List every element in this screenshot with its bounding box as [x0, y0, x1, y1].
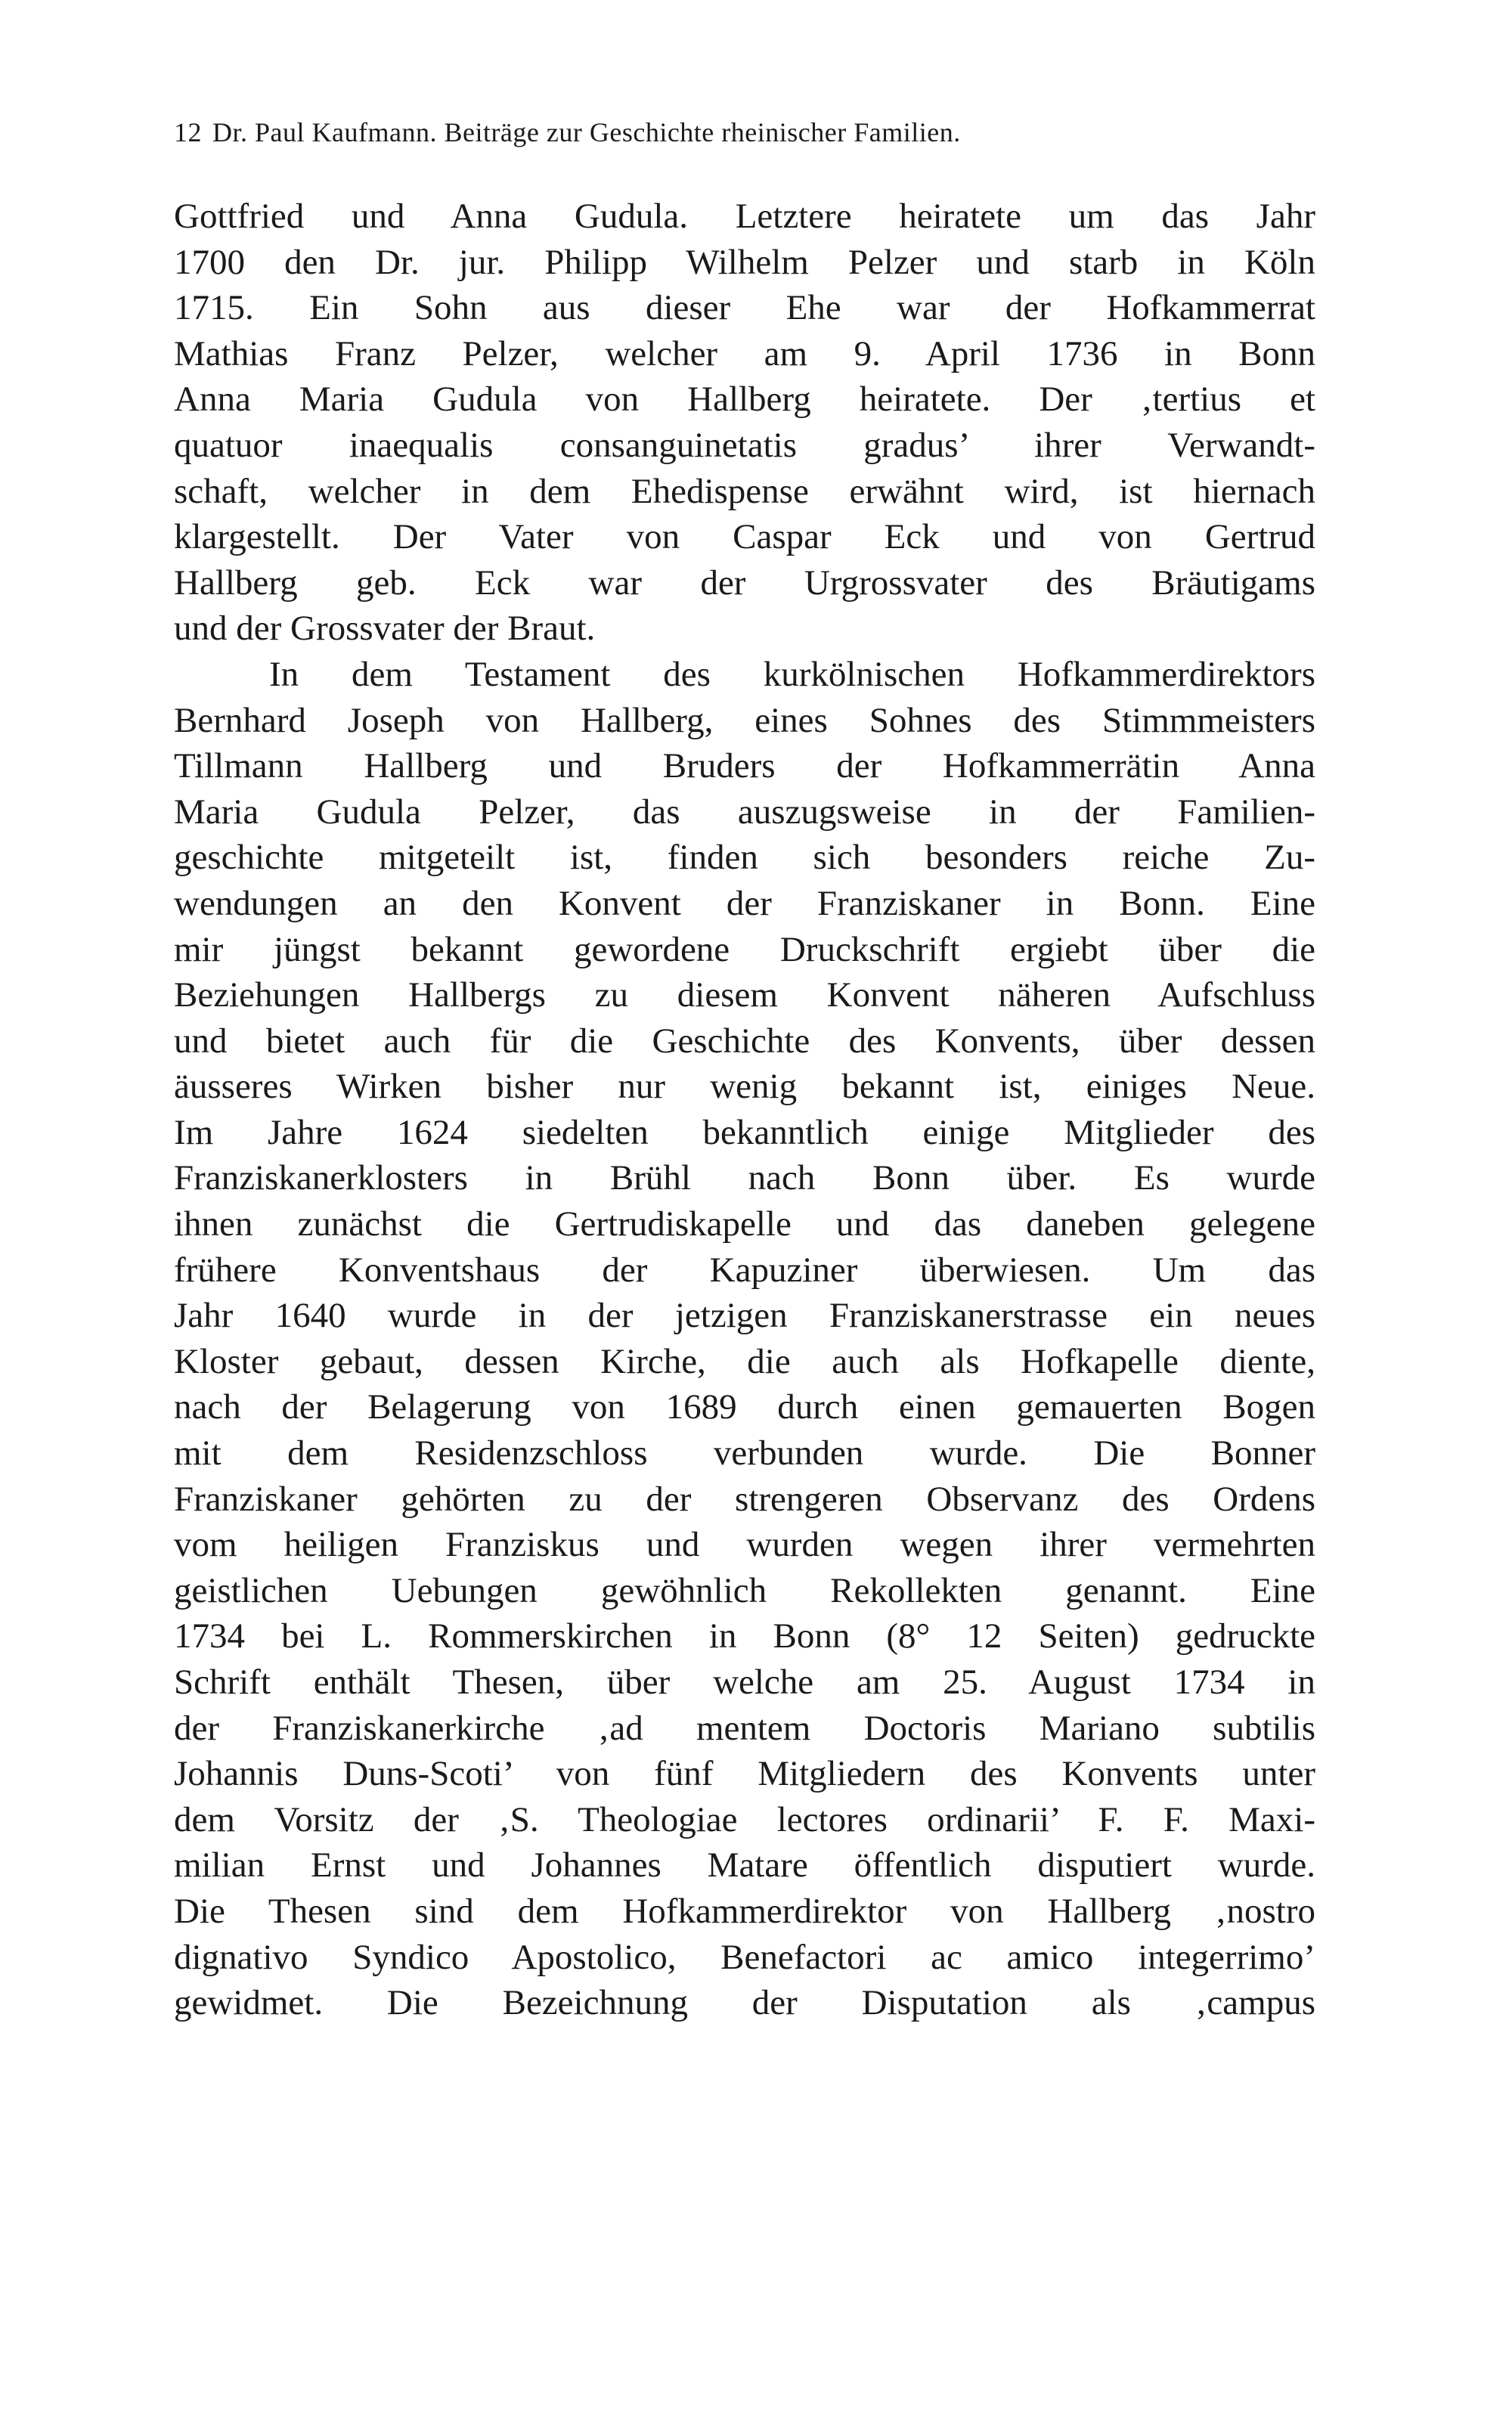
text-line: und der Grossvater der Braut. — [174, 609, 596, 649]
text-line: Hallberg geb. Eck war der Urgrossvater des Bräutigams — [174, 562, 1315, 603]
text-line: äusseres Wirken bisher nur wenig bekannt ist, einiges Neue. — [174, 1067, 1315, 1107]
text-line: gewidmet. Die Bezeichnung der Disputation als ‚campus — [174, 1983, 1315, 2023]
text-line: Schrift enthält Thesen, über welche am 25. August 1734 in — [174, 1663, 1315, 1702]
text-line: Bernhard Joseph von Hallberg, eines Sohnes des Stimmmeisters — [174, 700, 1315, 740]
text-line: der Franziskanerkirche ‚ad mentem Doctoris Mariano subtilis — [174, 1708, 1315, 1748]
text-line: mit dem Residenzschloss verbunden wurde. Die Bonner — [174, 1433, 1315, 1474]
text-line: Maria Gudula Pelzer, das auszugsweise in der Familien- — [174, 792, 1315, 832]
text-line: Franziskanerklosters in Brühl nach Bonn über. Es wurde — [174, 1158, 1315, 1198]
text-line: wendungen an den Konvent der Franziskaner in Bonn. Eine — [174, 883, 1315, 923]
text-line: Jahr 1640 wurde in der jetzigen Franziskanerstrasse ein neues — [174, 1296, 1315, 1336]
book-page — [174, 113, 1315, 2026]
text-line: Kloster gebaut, dessen Kirche, die auch als Hofkapelle diente, — [174, 1341, 1315, 1381]
text-line: In dem Testament des kurkölnischen Hofkammerdirektors — [269, 654, 1315, 694]
text-line: geistlichen Uebungen gewöhnlich Rekollekten genannt. Eine — [174, 1570, 1315, 1610]
text-line: Mathias Franz Pelzer, welcher am 9. April 1736 in Bonn — [174, 333, 1315, 373]
running-title: Dr. Paul Kaufmann. Beiträge zur Geschichte rheinischer Familien. — [212, 117, 961, 147]
text-line: Franziskaner gehörten zu der strengeren Observanz des Ordens — [174, 1479, 1315, 1519]
text-line: vom heiligen Franziskus und wurden wegen ihrer vermehrten — [174, 1525, 1315, 1565]
text-line: schaft, welcher in dem Ehedispense erwähnt wird, ist hiernach — [174, 471, 1315, 511]
text-line: 1700 den Dr. jur. Philipp Wilhelm Pelzer und starb in Köln — [174, 242, 1315, 282]
running-head — [174, 113, 1315, 151]
text-line: frühere Konventshaus der Kapuziner überwiesen. Um das — [174, 1250, 1315, 1290]
text-line: dem Vorsitz der ‚S. Theologiae lectores ordinarii’ F. F. Maxi- — [174, 1799, 1315, 1839]
text-line: Johannis Duns-Scoti’ von fünf Mitgliedern des Konvents unter — [174, 1754, 1315, 1794]
text-line: und bietet auch für die Geschichte des Konvents, über dessen — [174, 1021, 1315, 1061]
text-line: 1715. Ein Sohn aus dieser Ehe war der Hofkammerrat — [174, 288, 1315, 328]
text-line: geschichte mitgeteilt ist, finden sich besonders reiche Zu- — [174, 838, 1315, 878]
paragraph — [174, 652, 1315, 2026]
text-line: Die Thesen sind dem Hofkammerdirektor von Hallberg ‚nostro — [174, 1891, 1315, 1931]
page-number: 12 — [174, 117, 202, 147]
text-line: 1734 bei L. Rommerskirchen in Bonn (8° 12 Seiten) gedruckte — [174, 1616, 1315, 1656]
text-line: Anna Maria Gudula von Hallberg heiratete. Der ‚tertius et — [174, 380, 1315, 420]
text-line: milian Ernst und Johannes Matare öffentlich disputiert wurde. — [174, 1845, 1315, 1886]
text-line: nach der Belagerung von 1689 durch einen gemauerten Bogen — [174, 1387, 1315, 1427]
text-line: Beziehungen Hallbergs zu diesem Konvent näheren Aufschluss — [174, 975, 1315, 1015]
text-line: Tillmann Hallberg und Bruders der Hofkammerrätin Anna — [174, 746, 1315, 786]
paragraph — [174, 194, 1315, 652]
text-line: klargestellt. Der Vater von Caspar Eck und von Gertrud — [174, 517, 1315, 557]
text-line: ihnen zunächst die Gertrudiskapelle und das daneben gelegene — [174, 1204, 1315, 1244]
text-line: Im Jahre 1624 siedelten bekanntlich einige Mitglieder des — [174, 1112, 1315, 1152]
text-line: dignativo Syndico Apostolico, Benefactori ac amico integerrimo’ — [174, 1937, 1315, 1977]
text-line: Gottfried und Anna Gudula. Letztere heiratete um das Jahr — [174, 197, 1315, 236]
text-line: mir jüngst bekannt gewordene Druckschrift ergiebt über die — [174, 929, 1315, 969]
text-line: quatuor inaequalis consanguinetatis gradus’ ihrer Verwandt- — [174, 425, 1315, 465]
body-text — [174, 194, 1315, 2026]
